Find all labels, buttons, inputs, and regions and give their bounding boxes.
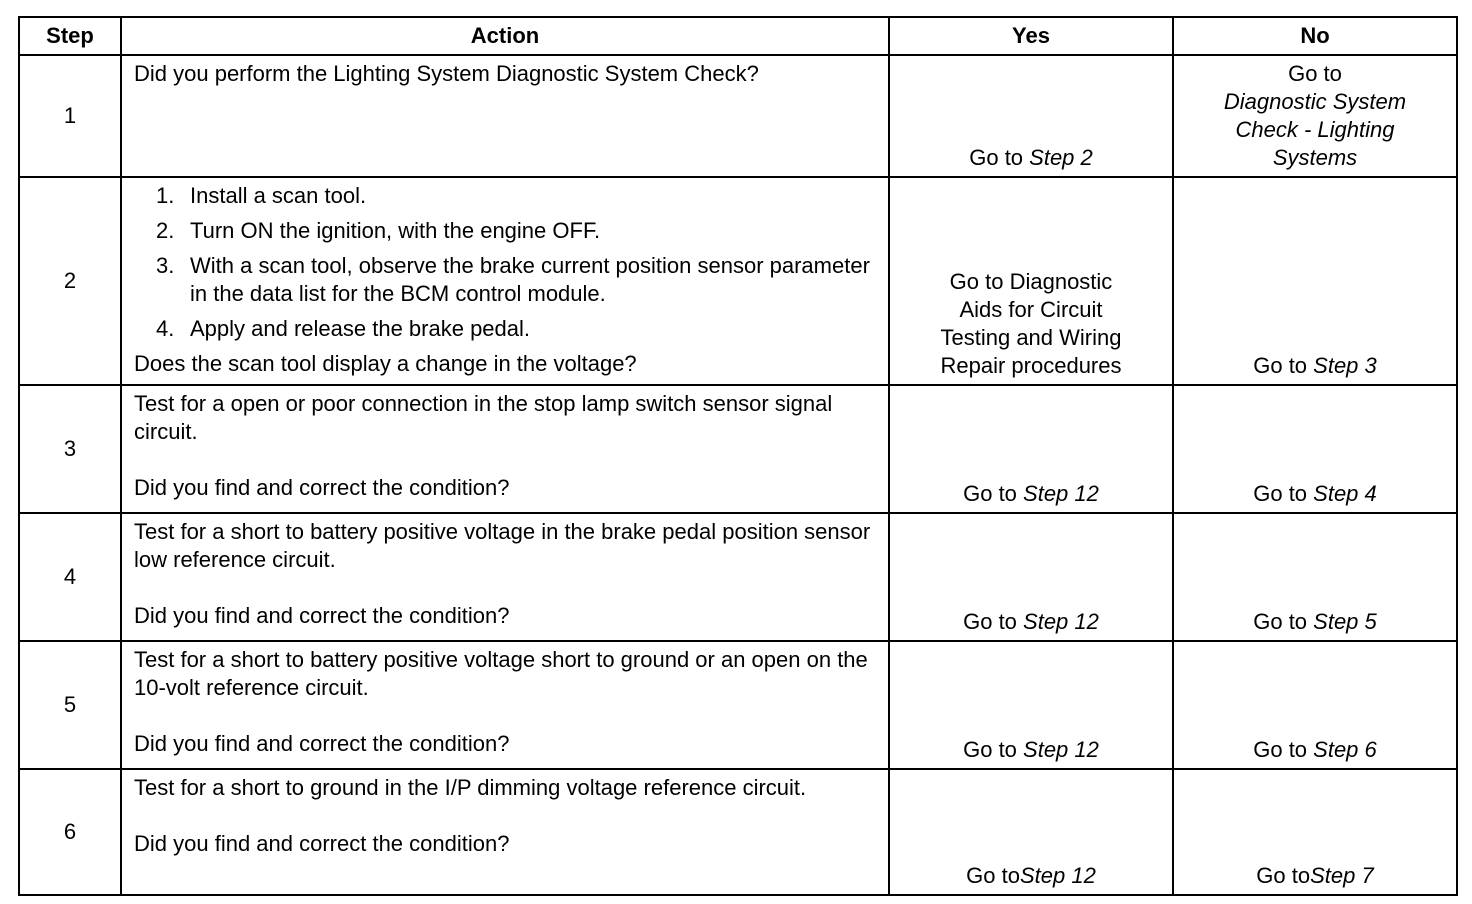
action-question: Does the scan tool display a change in the voltage? (134, 351, 637, 376)
action-question: Did you find and correct the condition? (134, 731, 510, 756)
table-row (19, 513, 1457, 641)
yes-cell (889, 513, 1173, 641)
no-go-prefix: Go to (1256, 863, 1311, 888)
no-go-prefix: Go to (1288, 61, 1342, 86)
substep-number: 2. (156, 218, 175, 243)
substep-number: 4. (156, 316, 175, 341)
yes-cell (889, 177, 1173, 385)
no-cell (1173, 55, 1457, 177)
table-row (19, 385, 1457, 513)
list-item (156, 217, 876, 245)
yes-step-link[interactable]: Step 12 (1023, 737, 1099, 762)
yes-step-link[interactable]: Step 2 (1029, 145, 1093, 170)
no-go-prefix: Go to (1253, 737, 1314, 762)
header-action: Action (121, 17, 889, 55)
substep-number: 3. (156, 253, 175, 278)
action-cell (121, 385, 889, 513)
yes-step-link[interactable]: Step 12 (1023, 609, 1099, 634)
yes-cell (889, 385, 1173, 513)
no-cell (1173, 385, 1457, 513)
action-question: Did you find and correct the condition? (134, 475, 510, 500)
no-cell (1173, 513, 1457, 641)
step-number: 5 (19, 641, 121, 769)
header-no: No (1173, 17, 1457, 55)
action-cell (121, 513, 889, 641)
no-cell (1173, 177, 1457, 385)
table-row (19, 55, 1457, 177)
step-number: 6 (19, 769, 121, 895)
yes-go-prefix: Go to (963, 737, 1024, 762)
action-cell (121, 177, 889, 385)
substep-list (134, 182, 876, 343)
yes-go-prefix: Go to (966, 863, 1020, 888)
yes-cell (889, 641, 1173, 769)
action-text: Test for a open or poor connection in the stop lamp switch sensor signal circuit. (134, 391, 833, 444)
substep-text: Turn ON the ignition, with the engine OFF. (190, 218, 601, 243)
no-step-link[interactable]: Diagnostic System Check - Lighting Systems (1223, 89, 1407, 170)
list-item (156, 315, 876, 343)
yes-step-link[interactable]: Step 12 (1019, 863, 1096, 888)
table-row (19, 177, 1457, 385)
table-row (19, 641, 1457, 769)
action-question: Did you find and correct the condition? (134, 603, 510, 628)
no-step-link[interactable]: Step 5 (1313, 609, 1377, 634)
no-step-link[interactable]: Step 7 (1310, 863, 1374, 888)
list-item (156, 252, 876, 308)
no-go-prefix: Go to (1253, 481, 1314, 506)
no-step-link[interactable]: Step 6 (1313, 737, 1377, 762)
yes-go-prefix: Go to (969, 145, 1030, 170)
action-text: Test for a short to ground in the I/P dimming voltage reference circuit. (134, 775, 807, 800)
step-number: 3 (19, 385, 121, 513)
step-number: 2 (19, 177, 121, 385)
no-cell (1173, 769, 1457, 895)
step-number: 4 (19, 513, 121, 641)
step-number: 1 (19, 55, 121, 177)
yes-step-link[interactable]: Step 12 (1023, 481, 1099, 506)
yes-reference-link[interactable]: Go to Diagnostic Aids for Circuit Testing and Wiring Repair procedures (940, 269, 1122, 378)
yes-go-prefix: Go to (963, 609, 1024, 634)
yes-cell (889, 55, 1173, 177)
no-go-prefix: Go to (1253, 353, 1314, 378)
no-go-prefix: Go to (1253, 609, 1314, 634)
action-text: Test for a short to battery positive voltage in the brake pedal position sensor low reference circuit. (134, 519, 871, 572)
no-step-link[interactable]: Step 4 (1313, 481, 1377, 506)
action-cell (121, 55, 889, 177)
diagnostic-table (18, 16, 1458, 896)
action-text: Test for a short to battery positive voltage short to ground or an open on the 10-volt reference circuit. (134, 647, 868, 700)
table-row (19, 769, 1457, 895)
list-item (156, 182, 876, 210)
no-cell (1173, 641, 1457, 769)
yes-cell (889, 769, 1173, 895)
yes-go-prefix: Go to (963, 481, 1024, 506)
substep-number: 1. (156, 183, 175, 208)
substep-text: With a scan tool, observe the brake current position sensor parameter in the data list for the BCM control module. (190, 253, 870, 306)
action-cell (121, 641, 889, 769)
no-step-link[interactable]: Step 3 (1313, 353, 1377, 378)
action-question: Did you find and correct the condition? (134, 831, 510, 856)
substep-text: Install a scan tool. (190, 183, 367, 208)
header-yes: Yes (889, 17, 1173, 55)
action-text: Did you perform the Lighting System Diagnostic System Check? (134, 61, 759, 86)
substep-text: Apply and release the brake pedal. (190, 316, 531, 341)
header-step: Step (19, 17, 121, 55)
action-cell (121, 769, 889, 895)
header-row (19, 17, 1457, 55)
